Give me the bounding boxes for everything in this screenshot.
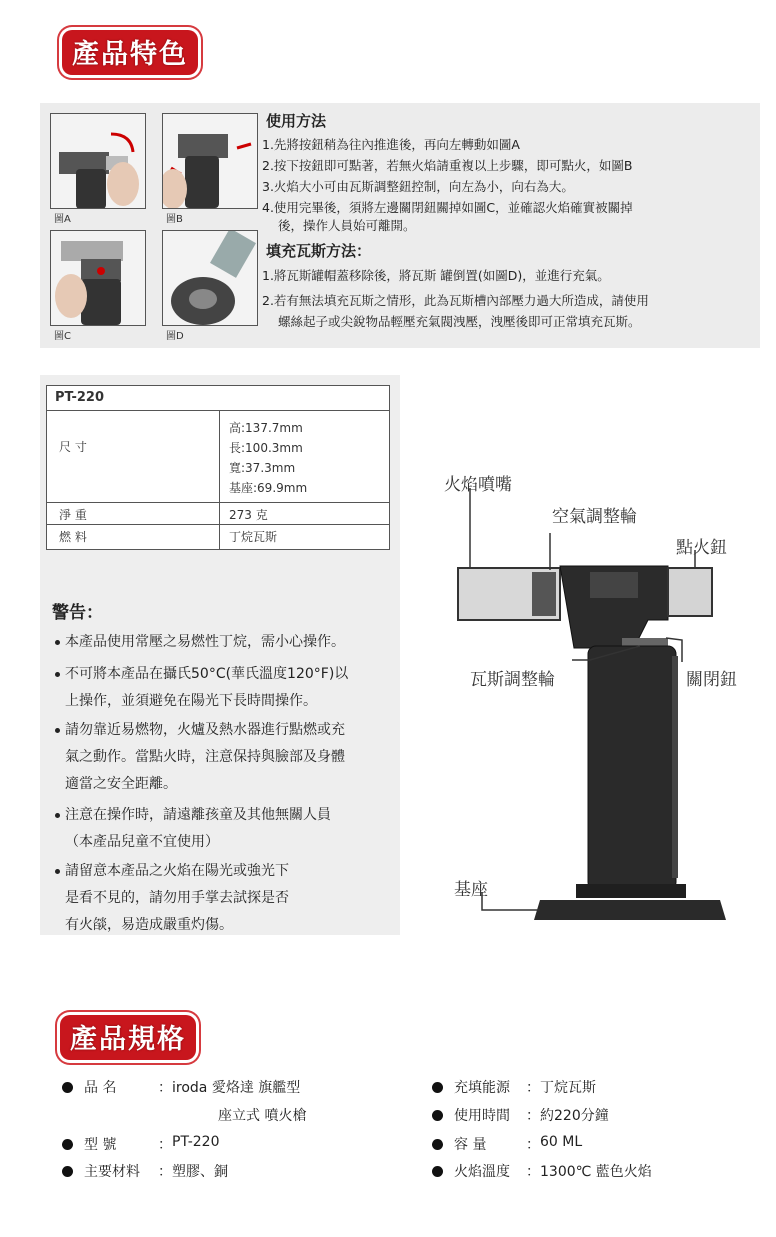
warning-line-3: 上操作，並須避免在陽光下長時間操作。 (65, 693, 317, 709)
usage-step-3: 3.火焰大小可由瓦斯調整鈕控制，向左為小，向右為大。 (262, 179, 574, 194)
usage-step-4: 4.使用完畢後，須將左邊關閉鈕關掉如圖C，並確認火焰確實被關掉 (262, 200, 633, 215)
size-base: 基座:69.9mm (229, 481, 308, 495)
table-divider (47, 524, 389, 525)
refill-step-2: 2.若有無法填充瓦斯之情形，此為瓦斯槽內部壓力過大所造成，請使用 (262, 293, 649, 308)
bullet-icon (55, 869, 60, 874)
size-label: 尺 寸 (59, 440, 87, 454)
size-length: 長:100.3mm (229, 441, 303, 455)
spec-temp-label: 火焰溫度 (454, 1164, 510, 1180)
figure-b-caption: 圖B (166, 214, 183, 225)
bullet-icon (62, 1166, 73, 1177)
refill-step-1: 1.將瓦斯罐帽蓋移除後，將瓦斯 罐倒置(如圖D)，並進行充氣。 (262, 268, 610, 283)
table-divider (47, 410, 389, 411)
bullet-icon (432, 1082, 443, 1093)
torch-ignite-icon (163, 114, 257, 208)
spec-name-label: 品 名 (84, 1080, 117, 1096)
bullet-icon (62, 1139, 73, 1150)
usage-step-4-cont: 後，操作人員始可離開。 (278, 218, 416, 233)
spec-name-value: iroda 愛烙達 旗艦型 (172, 1080, 301, 1096)
warning-line-5: 氣之動作。當點火時，注意保持與臉部及身體 (65, 749, 345, 765)
spec-fill-value: 丁烷瓦斯 (540, 1080, 596, 1096)
label-base: 基座 (454, 880, 488, 900)
usage-title: 使用方法 (266, 112, 327, 130)
figure-b-photo (162, 113, 258, 209)
bullet-icon (55, 728, 60, 733)
figure-c-photo (50, 230, 146, 326)
base-leader (482, 892, 540, 910)
spec-fill-label: 充填能源 (454, 1080, 510, 1096)
ignition-button-shape (668, 568, 712, 616)
fuel-label: 燃 料 (59, 530, 87, 544)
label-gas-wheel: 瓦斯調整輪 (470, 670, 555, 690)
ignition-housing (590, 572, 638, 598)
size-height: 高:137.7mm (229, 421, 303, 435)
spec-material-label: 主要材料 (84, 1164, 140, 1180)
label-ignition: 點火鈕 (676, 538, 727, 558)
warning-line-11: 有火燄，易造成嚴重灼傷。 (65, 917, 233, 933)
usage-step-2: 2.按下按鈕即可點著，若無火焰請重複以上步驟，即可點火，如圖B (262, 158, 633, 173)
bullet-icon (432, 1110, 443, 1121)
spec-capacity-label: 容 量 (454, 1137, 487, 1153)
size-width: 寬:37.3mm (229, 461, 296, 475)
specs-banner: 產品規格 (60, 1015, 196, 1060)
gas-refill-icon (163, 231, 257, 325)
spec-temp-value: 1300℃ 藍色火焰 (540, 1164, 652, 1180)
warning-line-7: 注意在操作時，請遠離孩童及其他無關人員 (65, 807, 331, 823)
features-banner: 產品特色 (62, 30, 198, 75)
figure-a-photo (50, 113, 146, 209)
figure-d-caption: 圖D (166, 331, 184, 342)
warning-line-2: 不可將本產品在攝氏50°C(華氏溫度120°F)以 (65, 666, 349, 682)
fuel-value: 丁烷瓦斯 (229, 530, 278, 544)
figure-a-caption: 圖A (54, 214, 71, 225)
refill-step-2-cont: 螺絲起子或尖銳物品輕壓充氣閥洩壓，洩壓後即可正常填充瓦斯。 (278, 314, 641, 329)
warning-line-1: 本產品使用常壓之易燃性丁烷，需小心操作。 (65, 634, 345, 650)
bullet-icon (432, 1166, 443, 1177)
spec-name-value-2: 座立式 噴火槍 (218, 1108, 307, 1124)
base-collar (576, 884, 686, 898)
torch-body-edge (672, 656, 678, 878)
bullet-icon (55, 672, 60, 677)
spec-model-value: PT-220 (172, 1134, 220, 1150)
air-wheel-shape (532, 572, 556, 616)
table-column-divider (219, 410, 220, 549)
torch-shutoff-icon (51, 231, 145, 325)
base-shape (534, 900, 726, 920)
torch-hand-icon (51, 114, 145, 208)
weight-label: 淨 重 (59, 508, 87, 522)
spec-material-value: 塑膠、銅 (172, 1164, 228, 1180)
warning-line-10: 是看不見的，請勿用手掌去試探是否 (65, 890, 289, 906)
warning-line-4: 請勿靠近易燃物，火爐及熱水器進行點燃或充 (65, 722, 345, 738)
usage-step-1: 1.先將按鈕稍為往內推進後，再向左轉動如圖A (262, 137, 520, 152)
spec-model-label: 型 號 (84, 1137, 117, 1153)
bullet-icon (432, 1139, 443, 1150)
bullet-icon (55, 813, 60, 818)
label-air-wheel: 空氣調整輪 (552, 507, 637, 527)
warning-title: 警告： (52, 603, 103, 623)
table-divider (47, 502, 389, 503)
label-shutoff: 關閉鈕 (686, 670, 737, 690)
spec-time-label: 使用時間 (454, 1108, 510, 1124)
torch-body (588, 646, 676, 890)
weight-value: 273 克 (229, 508, 268, 522)
spec-time-value: 約220分鐘 (540, 1108, 609, 1124)
refill-title: 填充瓦斯方法： (266, 242, 372, 260)
figure-d-photo (162, 230, 258, 326)
spec-capacity-value: 60 ML (540, 1134, 583, 1150)
label-nozzle: 火焰噴嘴 (444, 475, 512, 495)
warning-line-9: 請留意本產品之火焰在陽光或強光下 (65, 863, 289, 879)
spec-table (46, 385, 390, 550)
bullet-icon (62, 1082, 73, 1093)
warning-line-8: （本產品兒童不宜使用） (65, 834, 219, 850)
spec-model: PT-220 (55, 390, 105, 405)
bullet-icon (55, 640, 60, 645)
warning-line-6: 適當之安全距離。 (65, 776, 177, 792)
figure-c-caption: 圖C (54, 331, 71, 342)
